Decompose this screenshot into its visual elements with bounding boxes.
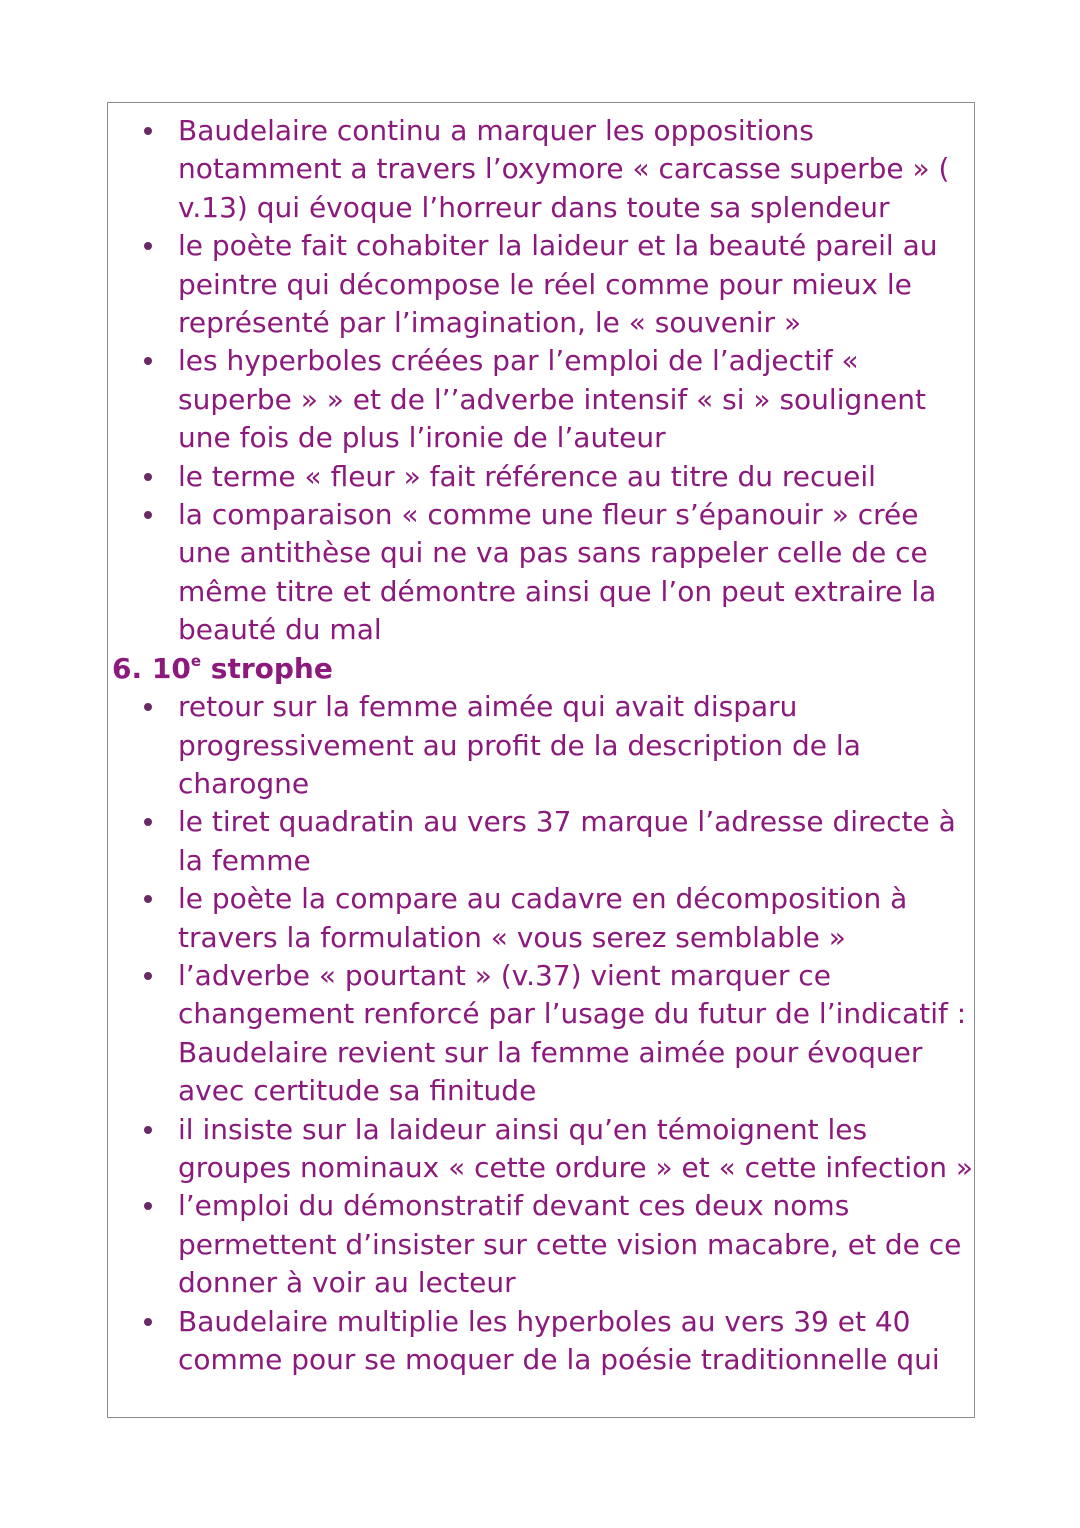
bullet-icon: [144, 818, 152, 826]
bullet-list-section-6: [108, 688, 974, 1379]
bullet-icon: [144, 242, 152, 250]
bullet-icon: [144, 703, 152, 711]
list-item: [178, 458, 974, 496]
bullet-icon: [144, 895, 152, 903]
bullet-icon: [144, 511, 152, 519]
section-heading-prefix: 6. 10: [112, 651, 191, 685]
bullet-icon: [144, 473, 152, 481]
bullet-icon: [144, 1202, 152, 1210]
list-item-text: le terme « fleur » fait référence au titre du recueil: [178, 459, 876, 493]
list-item-text: il insiste sur la laideur ainsi qu’en témoignent les groupes nominaux « cette ordure » et « cette infection »: [178, 1112, 974, 1184]
list-item-text: Baudelaire continu a marquer les oppositions notamment a travers l’oxymore « carcasse superbe » ( v.13) qui évoque l’horreur dans toute sa splendeur: [178, 114, 950, 224]
list-item: [178, 688, 974, 803]
list-item: [178, 496, 974, 650]
bullet-icon: [144, 1318, 152, 1326]
bullet-list-previous-section: [108, 112, 974, 650]
list-item: [178, 1303, 974, 1380]
list-item-text: le poète fait cohabiter la laideur et la beauté pareil au peintre qui décompose le réel comme pour mieux le représenté par l’imagination, le « souvenir »: [178, 229, 938, 340]
list-item-text: le tiret quadratin au vers 37 marque l’adresse directe à la femme: [178, 805, 956, 877]
list-item-text: le poète la compare au cadavre en décomposition à travers la formulation « vous serez semblable »: [178, 882, 908, 954]
section-heading-superscript: e: [190, 651, 202, 670]
list-item: [178, 227, 974, 342]
list-item: [178, 112, 974, 227]
list-item-text: l’adverbe « pourtant » (v.37) vient marquer ce changement renforcé par l’usage du futur de l’indicatif : Baudelaire revient sur la femme aimée pour évoquer avec certitude sa finitude: [178, 958, 967, 1108]
list-item-text: l’emploi du démonstratif devant ces deux noms permettent d’insister sur cette vision macabre, et de ce donner à voir au lecteur: [178, 1189, 962, 1300]
list-item: [178, 957, 974, 1111]
list-item-text: les hyperboles créées par l’emploi de l’adjectif « superbe » » et de l’’adverbe intensif « si » soulignent une fois de plus l’ironie de l’auteur: [178, 344, 926, 455]
bullet-icon: [144, 127, 152, 135]
section-heading: [108, 650, 974, 688]
list-item-text: la comparaison « comme une fleur s’épanouir » crée une antithèse qui ne va pas sans rappeler celle de ce même titre et démontre ainsi que l’on peut extraire la beauté du mal: [178, 498, 937, 647]
section-heading-suffix: strophe: [201, 651, 333, 685]
bullet-icon: [144, 1126, 152, 1134]
list-item: [178, 880, 974, 957]
page-frame: [107, 102, 975, 1418]
bullet-icon: [144, 357, 152, 365]
bullet-icon: [144, 972, 152, 980]
document-content: [108, 112, 974, 1379]
list-item: [178, 803, 974, 880]
list-item: [178, 1187, 974, 1302]
list-item: [178, 1111, 974, 1188]
list-item-text: Baudelaire multiplie les hyperboles au vers 39 et 40 comme pour se moquer de la poésie traditionnelle qui: [178, 1304, 940, 1376]
list-item: [178, 342, 974, 457]
list-item-text: retour sur la femme aimée qui avait disparu progressivement au profit de la description de la charogne: [178, 690, 861, 800]
